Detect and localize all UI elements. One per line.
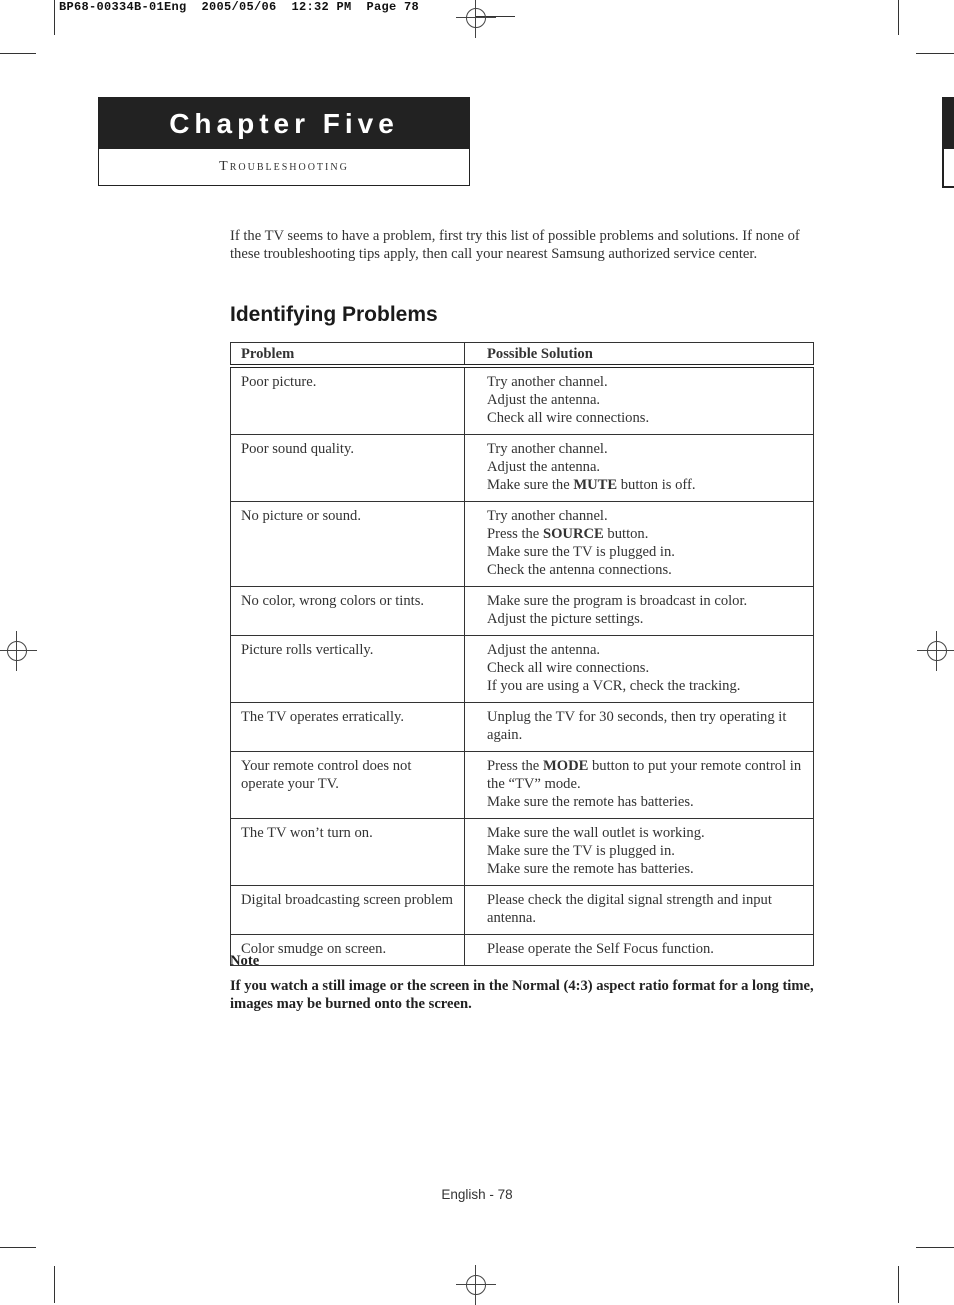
solution-cell: [465, 819, 814, 886]
crop-mark: [916, 1247, 954, 1248]
crop-mark: [898, 0, 899, 35]
table-row: [231, 703, 814, 752]
header-problem: Problem: [231, 343, 465, 367]
crop-mark: [54, 0, 55, 35]
solution-line: Unplug the TV for 30 seconds, then try operating it again.: [487, 709, 787, 743]
table-row: [231, 587, 814, 636]
problem-cell: Poor sound quality.: [231, 435, 465, 502]
problem-cell: Poor picture.: [231, 366, 465, 435]
table-row: [231, 636, 814, 703]
solution-line: Please check the digital signal strength and input antenna.: [487, 892, 772, 926]
solution-line: Make sure the remote has batteries.: [487, 794, 694, 810]
solution-cell: [465, 502, 814, 587]
chapter-side-tab: [942, 97, 954, 188]
solution-line: Please operate the Self Focus function.: [487, 941, 714, 957]
table-row: [231, 435, 814, 502]
problem-cell: Color smudge on screen.: [231, 935, 465, 966]
solution-line: If you are using a VCR, check the tracking.: [487, 678, 741, 694]
header-solution: Possible Solution: [465, 343, 814, 367]
table-row: [231, 366, 814, 435]
chapter-header: [98, 97, 470, 186]
solution-line: Make sure the MUTE button is off.: [487, 477, 696, 493]
crop-mark: [898, 1266, 899, 1303]
problem-cell: No picture or sound.: [231, 502, 465, 587]
solution-line: Check the antenna connections.: [487, 562, 672, 578]
solution-cell: [465, 587, 814, 636]
problem-cell: Picture rolls vertically.: [231, 636, 465, 703]
note-body: If you watch a still image or the screen in the Normal (4:3) aspect ratio format for a long time, images may be burned onto the screen.: [230, 978, 814, 1012]
solution-line: Check all wire connections.: [487, 410, 650, 426]
solution-line: Adjust the picture settings.: [487, 611, 644, 627]
table-row: [231, 886, 814, 935]
solution-cell: [465, 435, 814, 502]
page-number: English - 78: [441, 1187, 513, 1202]
problem-cell: Digital broadcasting screen problem: [231, 886, 465, 935]
solution-cell: [465, 886, 814, 935]
solution-line: Try another channel.: [487, 441, 608, 457]
chapter-title: Chapter Five: [99, 98, 469, 149]
registration-mark-icon: [456, 0, 496, 38]
table-row: [231, 935, 814, 966]
table-header-row: [231, 343, 814, 367]
solution-cell: [465, 935, 814, 966]
registration-mark-icon: [0, 631, 37, 671]
crop-mark: [0, 53, 36, 54]
crop-mark: [0, 1247, 36, 1248]
problem-cell: Your remote control does not operate your TV.: [231, 752, 465, 819]
solution-line: Press the SOURCE button.: [487, 526, 649, 542]
table-row: [231, 752, 814, 819]
solution-cell: [465, 703, 814, 752]
solution-line: Try another channel.: [487, 374, 608, 390]
solution-line: Make sure the program is broadcast in color.: [487, 593, 748, 609]
section-heading: Identifying Problems: [230, 303, 438, 326]
solution-cell: [465, 366, 814, 435]
crop-mark: [54, 1266, 55, 1303]
table-row: [231, 819, 814, 886]
solution-line: Make sure the remote has batteries.: [487, 861, 694, 877]
solution-line: Make sure the wall outlet is working.: [487, 825, 705, 841]
solution-cell: [465, 752, 814, 819]
troubleshooting-table: [230, 342, 814, 966]
solution-line: Adjust the antenna.: [487, 459, 601, 475]
solution-line: Adjust the antenna.: [487, 392, 601, 408]
print-slug: BP68-00334B-01Eng 2005/05/06 12:32 PM Page 78: [59, 0, 420, 14]
solution-line: Adjust the antenna.: [487, 642, 601, 658]
chapter-subtitle: Troubleshooting: [219, 159, 349, 174]
problem-cell: The TV operates erratically.: [231, 703, 465, 752]
registration-mark-icon: [917, 631, 954, 671]
table-row: [231, 502, 814, 587]
intro-paragraph: If the TV seems to have a problem, first try this list of possible problems and solutions. If none of these troubleshooting tips apply, then call your nearest Samsung authorized service center.: [230, 228, 800, 262]
note-title: Note: [230, 953, 260, 969]
solution-line: Make sure the TV is plugged in.: [487, 843, 675, 859]
crop-mark: [916, 53, 954, 54]
solution-line: Press the MODE button to put your remote control in the “TV” mode.: [487, 758, 802, 792]
solution-cell: [465, 636, 814, 703]
solution-line: Check all wire connections.: [487, 660, 650, 676]
problem-cell: No color, wrong colors or tints.: [231, 587, 465, 636]
problem-cell: The TV won’t turn on.: [231, 819, 465, 886]
solution-line: Try another channel.: [487, 508, 608, 524]
registration-mark-icon: [456, 1265, 496, 1305]
solution-line: Make sure the TV is plugged in.: [487, 544, 675, 560]
